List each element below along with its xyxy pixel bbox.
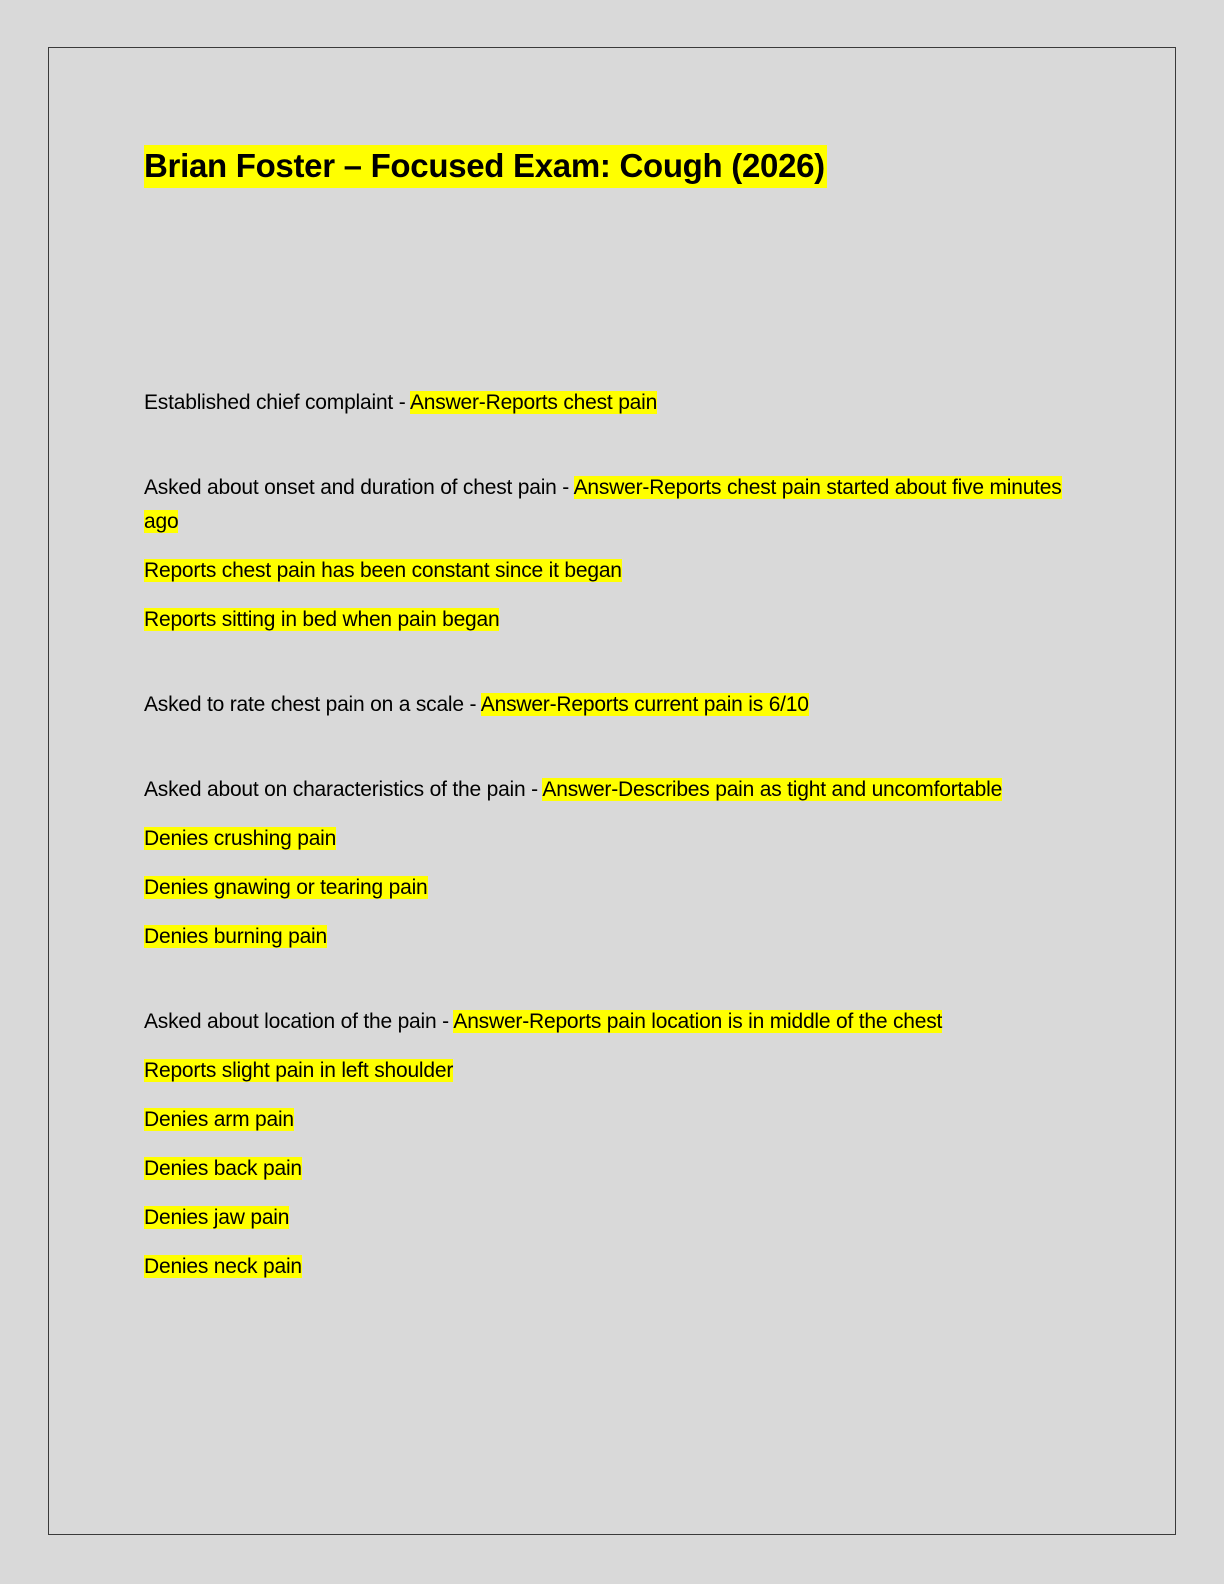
document-title	[144, 140, 1084, 192]
qa-question: Asked to rate chest pain on a scale -	[144, 693, 481, 716]
document-body	[144, 140, 1084, 1335]
qa-detail-line	[144, 1152, 1084, 1186]
qa-detail-line	[144, 1103, 1084, 1137]
qa-line	[144, 471, 1084, 539]
qa-question: Asked about location of the pain -	[144, 1010, 454, 1033]
qa-detail-line	[144, 920, 1084, 954]
qa-detail: Denies jaw pain	[144, 1206, 290, 1229]
qa-detail: Denies back pain	[144, 1157, 302, 1180]
qa-list	[144, 386, 1084, 1284]
qa-item	[144, 688, 1084, 722]
qa-detail: Reports chest pain has been constant since it began	[144, 559, 622, 582]
qa-detail: Denies arm pain	[144, 1108, 294, 1131]
qa-line	[144, 773, 1084, 807]
qa-item	[144, 471, 1084, 637]
qa-detail-line	[144, 1054, 1084, 1088]
qa-answer: Answer-Reports chest pain	[409, 391, 658, 414]
qa-question: Asked about onset and duration of chest pain -	[144, 476, 574, 499]
qa-detail-line	[144, 1250, 1084, 1284]
qa-detail: Denies neck pain	[144, 1255, 302, 1278]
qa-answer: Answer-Describes pain as tight and uncomfortable	[542, 778, 1003, 801]
qa-detail: Denies burning pain	[144, 925, 327, 948]
qa-detail-line	[144, 603, 1084, 637]
qa-answer: Answer-Reports chest pain started about five minutes ago	[144, 476, 1062, 533]
qa-item	[144, 773, 1084, 954]
qa-detail: Reports sitting in bed when pain began	[144, 608, 500, 631]
qa-line	[144, 386, 1084, 420]
qa-question: Asked about on characteristics of the pain -	[144, 778, 543, 801]
qa-detail-line	[144, 554, 1084, 588]
document-title-text: Brian Foster – Focused Exam: Cough (2026)	[144, 145, 827, 188]
qa-detail-line	[144, 871, 1084, 905]
qa-line	[144, 688, 1084, 722]
qa-answer: Answer-Reports current pain is 6/10	[480, 693, 809, 716]
qa-item	[144, 1005, 1084, 1284]
qa-line	[144, 1005, 1084, 1039]
qa-detail: Denies gnawing or tearing pain	[144, 876, 428, 899]
qa-question: Established chief complaint -	[144, 391, 410, 414]
qa-detail: Denies crushing pain	[144, 827, 337, 850]
qa-answer: Answer-Reports pain location is in middle of the chest	[453, 1010, 943, 1033]
qa-detail-line	[144, 822, 1084, 856]
qa-detail-line	[144, 1201, 1084, 1235]
qa-item	[144, 386, 1084, 420]
qa-detail: Reports slight pain in left shoulder	[144, 1059, 454, 1082]
